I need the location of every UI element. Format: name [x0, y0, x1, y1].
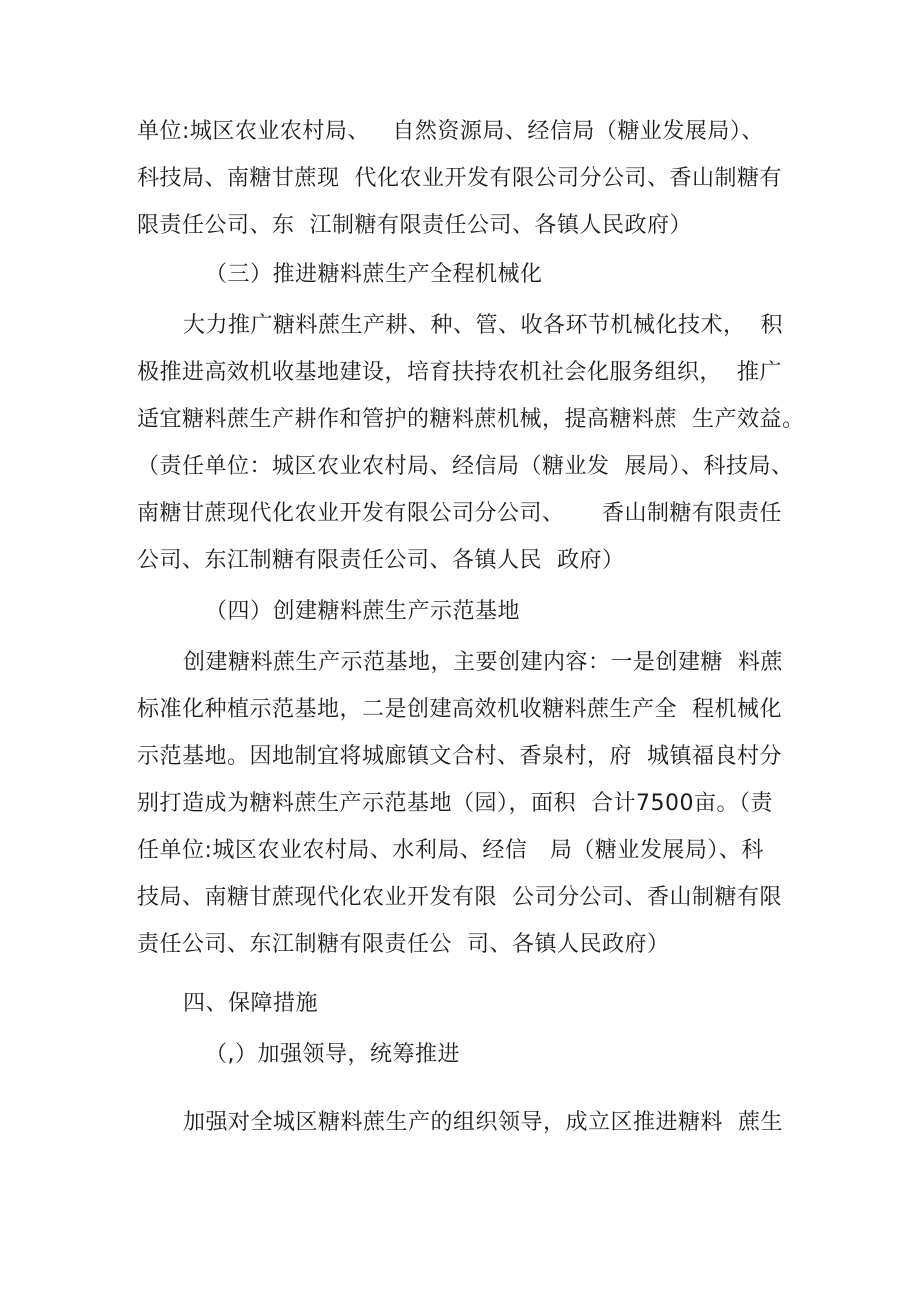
body-text-line: 南糖甘蔗现代化农业开发有限公司分公司、 香山制糖有限责任: [137, 501, 782, 526]
body-text-line: 公司、东江制糖有限责任公司、各镇人民 政府）: [137, 548, 625, 573]
body-text-line: 创建糖料蔗生产示范基地，主要创建内容：一是创建糖 料蔗: [183, 650, 783, 675]
body-text-line: 责任公司、东江制糖有限责任公 司、各镇人民政府）: [137, 932, 670, 957]
body-text-line: 任单位:城区农业农村局、水利局、经信 局（糖业发展局）、科: [137, 838, 764, 863]
section-heading: （,）加强领导，统筹推进: [205, 1042, 460, 1067]
body-text-line: 限责任公司、东 江制糖有限责任公司、各镇人民政府）: [137, 213, 692, 238]
body-text-line: 示范基地。因地制宜将城廊镇文合村、香泉村，府 城镇福良村分: [137, 744, 782, 769]
body-text-line: 技局、南糖甘蔗现代化农业开发有限 公司分公司、香山制糖有限: [137, 885, 782, 910]
section-heading: （四）创建糖料蔗生产示范基地: [205, 599, 521, 624]
body-text-line: 大力推广糖料蔗生产耕、种、管、收各环节机械化技术， 积: [183, 313, 783, 338]
section-heading: （三）推进糖料蔗生产全程机械化: [205, 262, 543, 287]
body-text-line: 极推进高效机收基地建设，培育扶持农机社会化服务组织， 推广: [137, 360, 782, 385]
body-text-line: 标准化种植示范基地，二是创建高效机收糖料蔗生产全 程机械化: [137, 697, 782, 722]
body-text-line: 适宜糖料蔗生产耕作和管护的糖料蔗机械，提高糖料蔗 生产效益。: [137, 407, 805, 432]
body-text-line: 别打造成为糖料蔗生产示范基地（园），面积 合计7500亩。（责: [137, 791, 773, 816]
chapter-heading: 四、保障措施: [183, 991, 319, 1016]
body-text-line: 加强对全城区糖料蔗生产的组织领导，成立区推进糖料 蔗生: [183, 1110, 783, 1135]
body-text-line: 科技局、南糖甘蔗现 代化农业开发有限公司分公司、香山制糖有: [137, 166, 782, 191]
body-text-line: 单位:城区农业农村局、 自然资源局、经信局（糖业发展局）、: [137, 119, 764, 144]
body-text-line: （责任单位：城区农业农村局、经信局（糖业发 展局）、科技局、: [137, 454, 794, 479]
